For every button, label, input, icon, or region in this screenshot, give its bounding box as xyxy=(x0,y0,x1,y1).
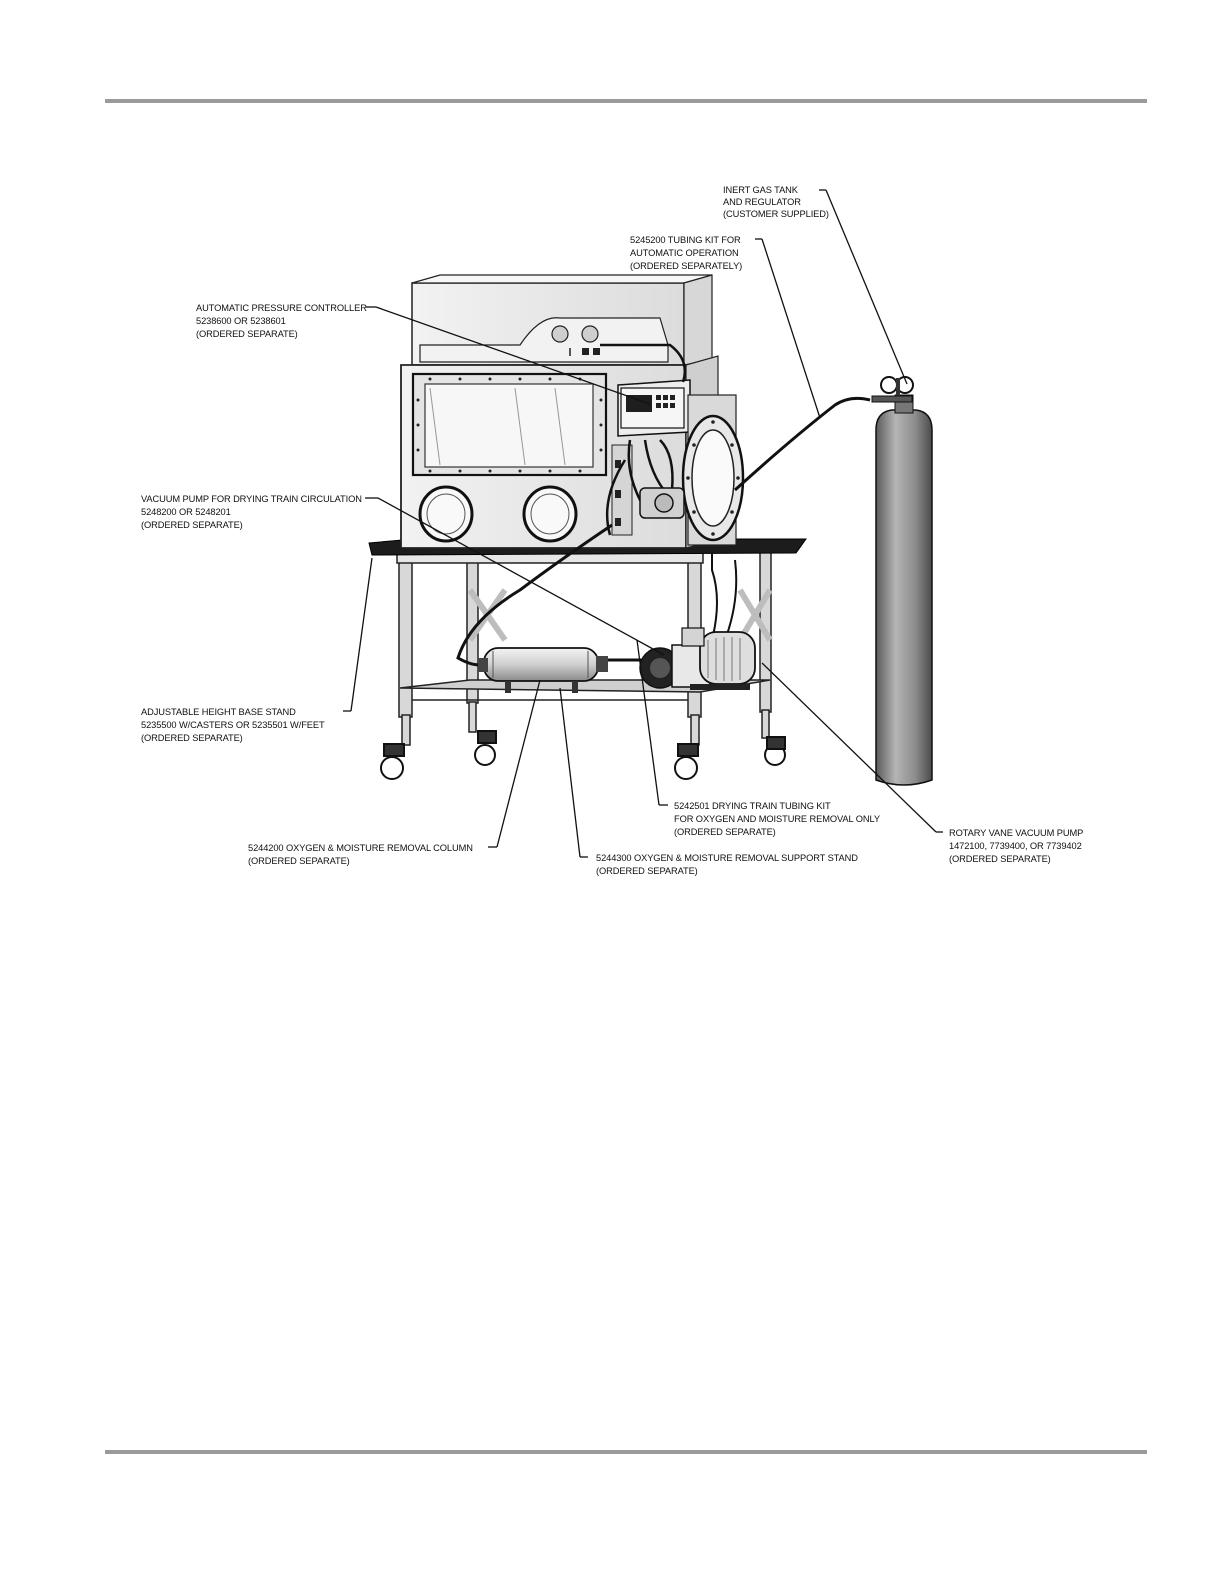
stand-leg-front-left xyxy=(399,552,412,717)
stand-foot-front-right xyxy=(691,715,699,745)
label-line: 5242501 DRYING TRAIN TUBING KIT xyxy=(674,801,831,811)
glove-port-left xyxy=(420,487,472,541)
stand-foot-back-left xyxy=(469,702,476,732)
label-line: 1472100, 7739400, OR 7739402 xyxy=(949,841,1082,851)
label-line: (ORDERED SEPARATE) xyxy=(196,329,298,339)
regulator-gauge-icon xyxy=(881,377,897,393)
switch-icon xyxy=(593,348,600,355)
label-pressure-controller xyxy=(196,303,367,339)
label-line: VACUUM PUMP FOR DRYING TRAIN CIRCULATION xyxy=(141,494,362,504)
antechamber xyxy=(683,395,743,545)
label-line: (ORDERED SEPARATE) xyxy=(141,520,243,530)
glove-port-right xyxy=(524,487,576,541)
caster-wheel xyxy=(675,757,697,779)
label-line: AUTOMATIC OPERATION xyxy=(630,248,739,258)
label-tubing-kit xyxy=(630,235,742,271)
label-line: (ORDERED SEPARATE) xyxy=(141,733,243,743)
caster-wheel xyxy=(381,757,403,779)
label-line: FOR OXYGEN AND MOISTURE REMOVAL ONLY xyxy=(674,814,880,824)
label-line: ADJUSTABLE HEIGHT BASE STAND xyxy=(141,707,296,717)
label-rotary-pump xyxy=(949,828,1083,864)
label-line: 5244200 OXYGEN & MOISTURE REMOVAL COLUMN xyxy=(248,843,473,853)
drying-train-vacuum-pump xyxy=(640,488,684,518)
label-line: AND REGULATOR xyxy=(723,197,801,207)
label-line: (ORDERED SEPARATELY) xyxy=(630,261,743,271)
label-line: (ORDERED SEPARATE) xyxy=(949,854,1051,864)
stand-foot-back-right xyxy=(762,710,769,738)
caster-wheel xyxy=(475,745,495,765)
label-line: AUTOMATIC PRESSURE CONTROLLER xyxy=(196,303,367,313)
label-drying-tubing xyxy=(674,801,880,837)
label-line: ROTARY VANE VACUUM PUMP xyxy=(949,828,1084,838)
label-line: INERT GAS TANK xyxy=(723,185,798,195)
label-base-stand xyxy=(141,707,325,743)
label-inert-gas xyxy=(723,185,829,219)
gauge-icon xyxy=(582,326,598,342)
label-line: 5244300 OXYGEN & MOISTURE REMOVAL SUPPORT STAND xyxy=(596,853,858,863)
casters xyxy=(381,731,785,779)
rotary-vane-pump xyxy=(640,628,755,690)
inert-gas-tank xyxy=(872,377,932,785)
switch-icon xyxy=(582,348,589,355)
label-line: 5248200 OR 5248201 xyxy=(141,507,231,517)
label-vacuum-pump-drying xyxy=(141,494,362,530)
label-support-stand xyxy=(596,853,858,876)
label-line: 5238600 OR 5238601 xyxy=(196,316,286,326)
label-removal-column xyxy=(248,843,473,866)
gauge-icon xyxy=(552,326,568,342)
stand-foot-front-left xyxy=(402,715,410,745)
pressure-controller-unit xyxy=(618,380,690,436)
label-line: (ORDERED SEPARATE) xyxy=(248,856,350,866)
label-line: (ORDERED SEPARATE) xyxy=(674,827,776,837)
label-line: 5235500 W/CASTERS OR 5235501 W/FEET xyxy=(141,720,325,730)
label-line: 5245200 TUBING KIT FOR xyxy=(630,235,741,245)
label-line: (CUSTOMER SUPPLIED) xyxy=(723,209,829,219)
label-line: (ORDERED SEPARATE) xyxy=(596,866,698,876)
